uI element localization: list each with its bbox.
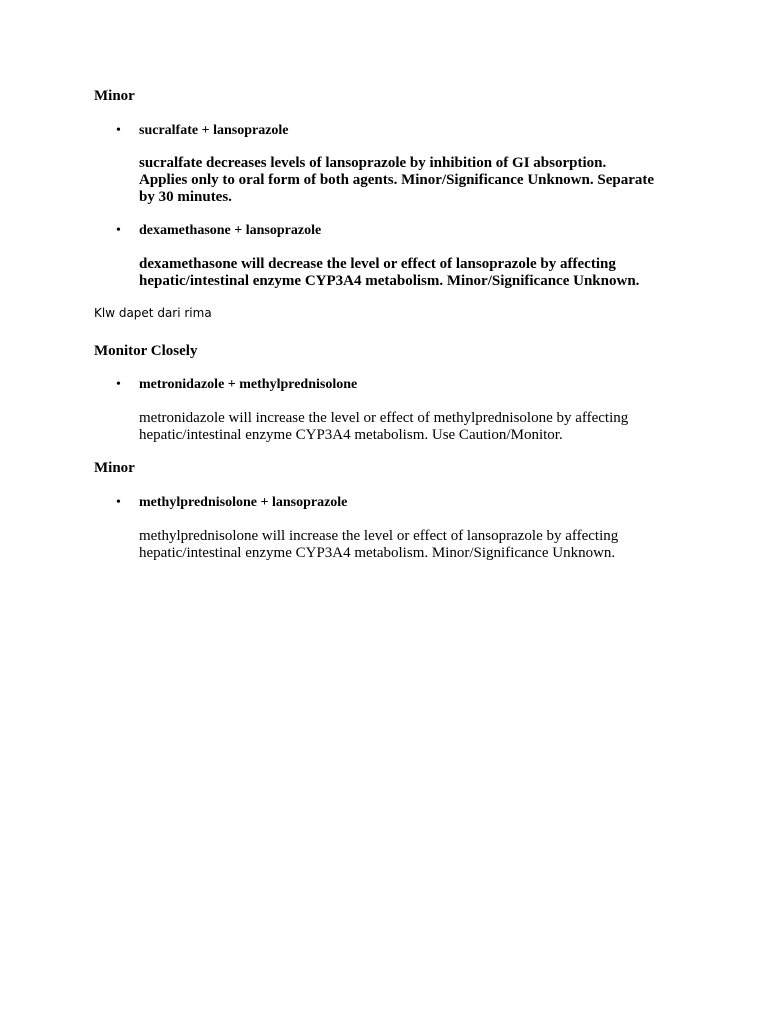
description-line: by 30 minutes. <box>139 189 232 205</box>
interaction-description-dexamethasone-lansoprazole <box>139 256 704 290</box>
description-line: Applies only to oral form of both agents. Minor/Significance Unknown. Separate <box>139 172 655 188</box>
description-line: sucralfate decreases levels of lansoprazole by inhibition of GI absorption. <box>139 155 607 171</box>
interaction-description-methylprednisolone-lansoprazole <box>139 528 704 562</box>
description-line: dexamethasone will decrease the level or effect of lansoprazole by affecting <box>139 256 616 272</box>
interaction-title-dexamethasone-lansoprazole: dexamethasone + lansoprazole <box>139 223 322 238</box>
interaction-description-metronidazole-methylprednisolone <box>139 410 704 444</box>
bullet-icon: • <box>116 123 121 138</box>
handwritten-note: Klw dapet dari rima <box>94 306 212 320</box>
description-line: hepatic/intestinal enzyme CYP3A4 metabolism. Minor/Significance Unknown. <box>139 273 640 289</box>
section-heading-monitor-closely: Monitor Closely <box>94 343 198 359</box>
section-heading-minor: Minor <box>94 88 135 104</box>
bullet-icon: • <box>116 377 121 392</box>
interaction-title-metronidazole-methylprednisolone: metronidazole + methylprednisolone <box>139 377 358 392</box>
description-line: methylprednisolone will increase the level or effect of lansoprazole by affecting <box>139 528 619 544</box>
interaction-title-methylprednisolone-lansoprazole: methylprednisolone + lansoprazole <box>139 495 348 510</box>
bullet-icon: • <box>116 223 121 238</box>
description-line: hepatic/intestinal enzyme CYP3A4 metabolism. Minor/Significance Unknown. <box>139 545 616 561</box>
description-line: hepatic/intestinal enzyme CYP3A4 metabolism. Use Caution/Monitor. <box>139 427 563 443</box>
interaction-description-sucralfate-lansoprazole <box>139 155 704 206</box>
section-heading-minor: Minor <box>94 460 135 476</box>
interaction-title-sucralfate-lansoprazole: sucralfate + lansoprazole <box>139 123 289 138</box>
description-line: metronidazole will increase the level or effect of methylprednisolone by affecting <box>139 410 629 426</box>
bullet-icon: • <box>116 495 121 510</box>
